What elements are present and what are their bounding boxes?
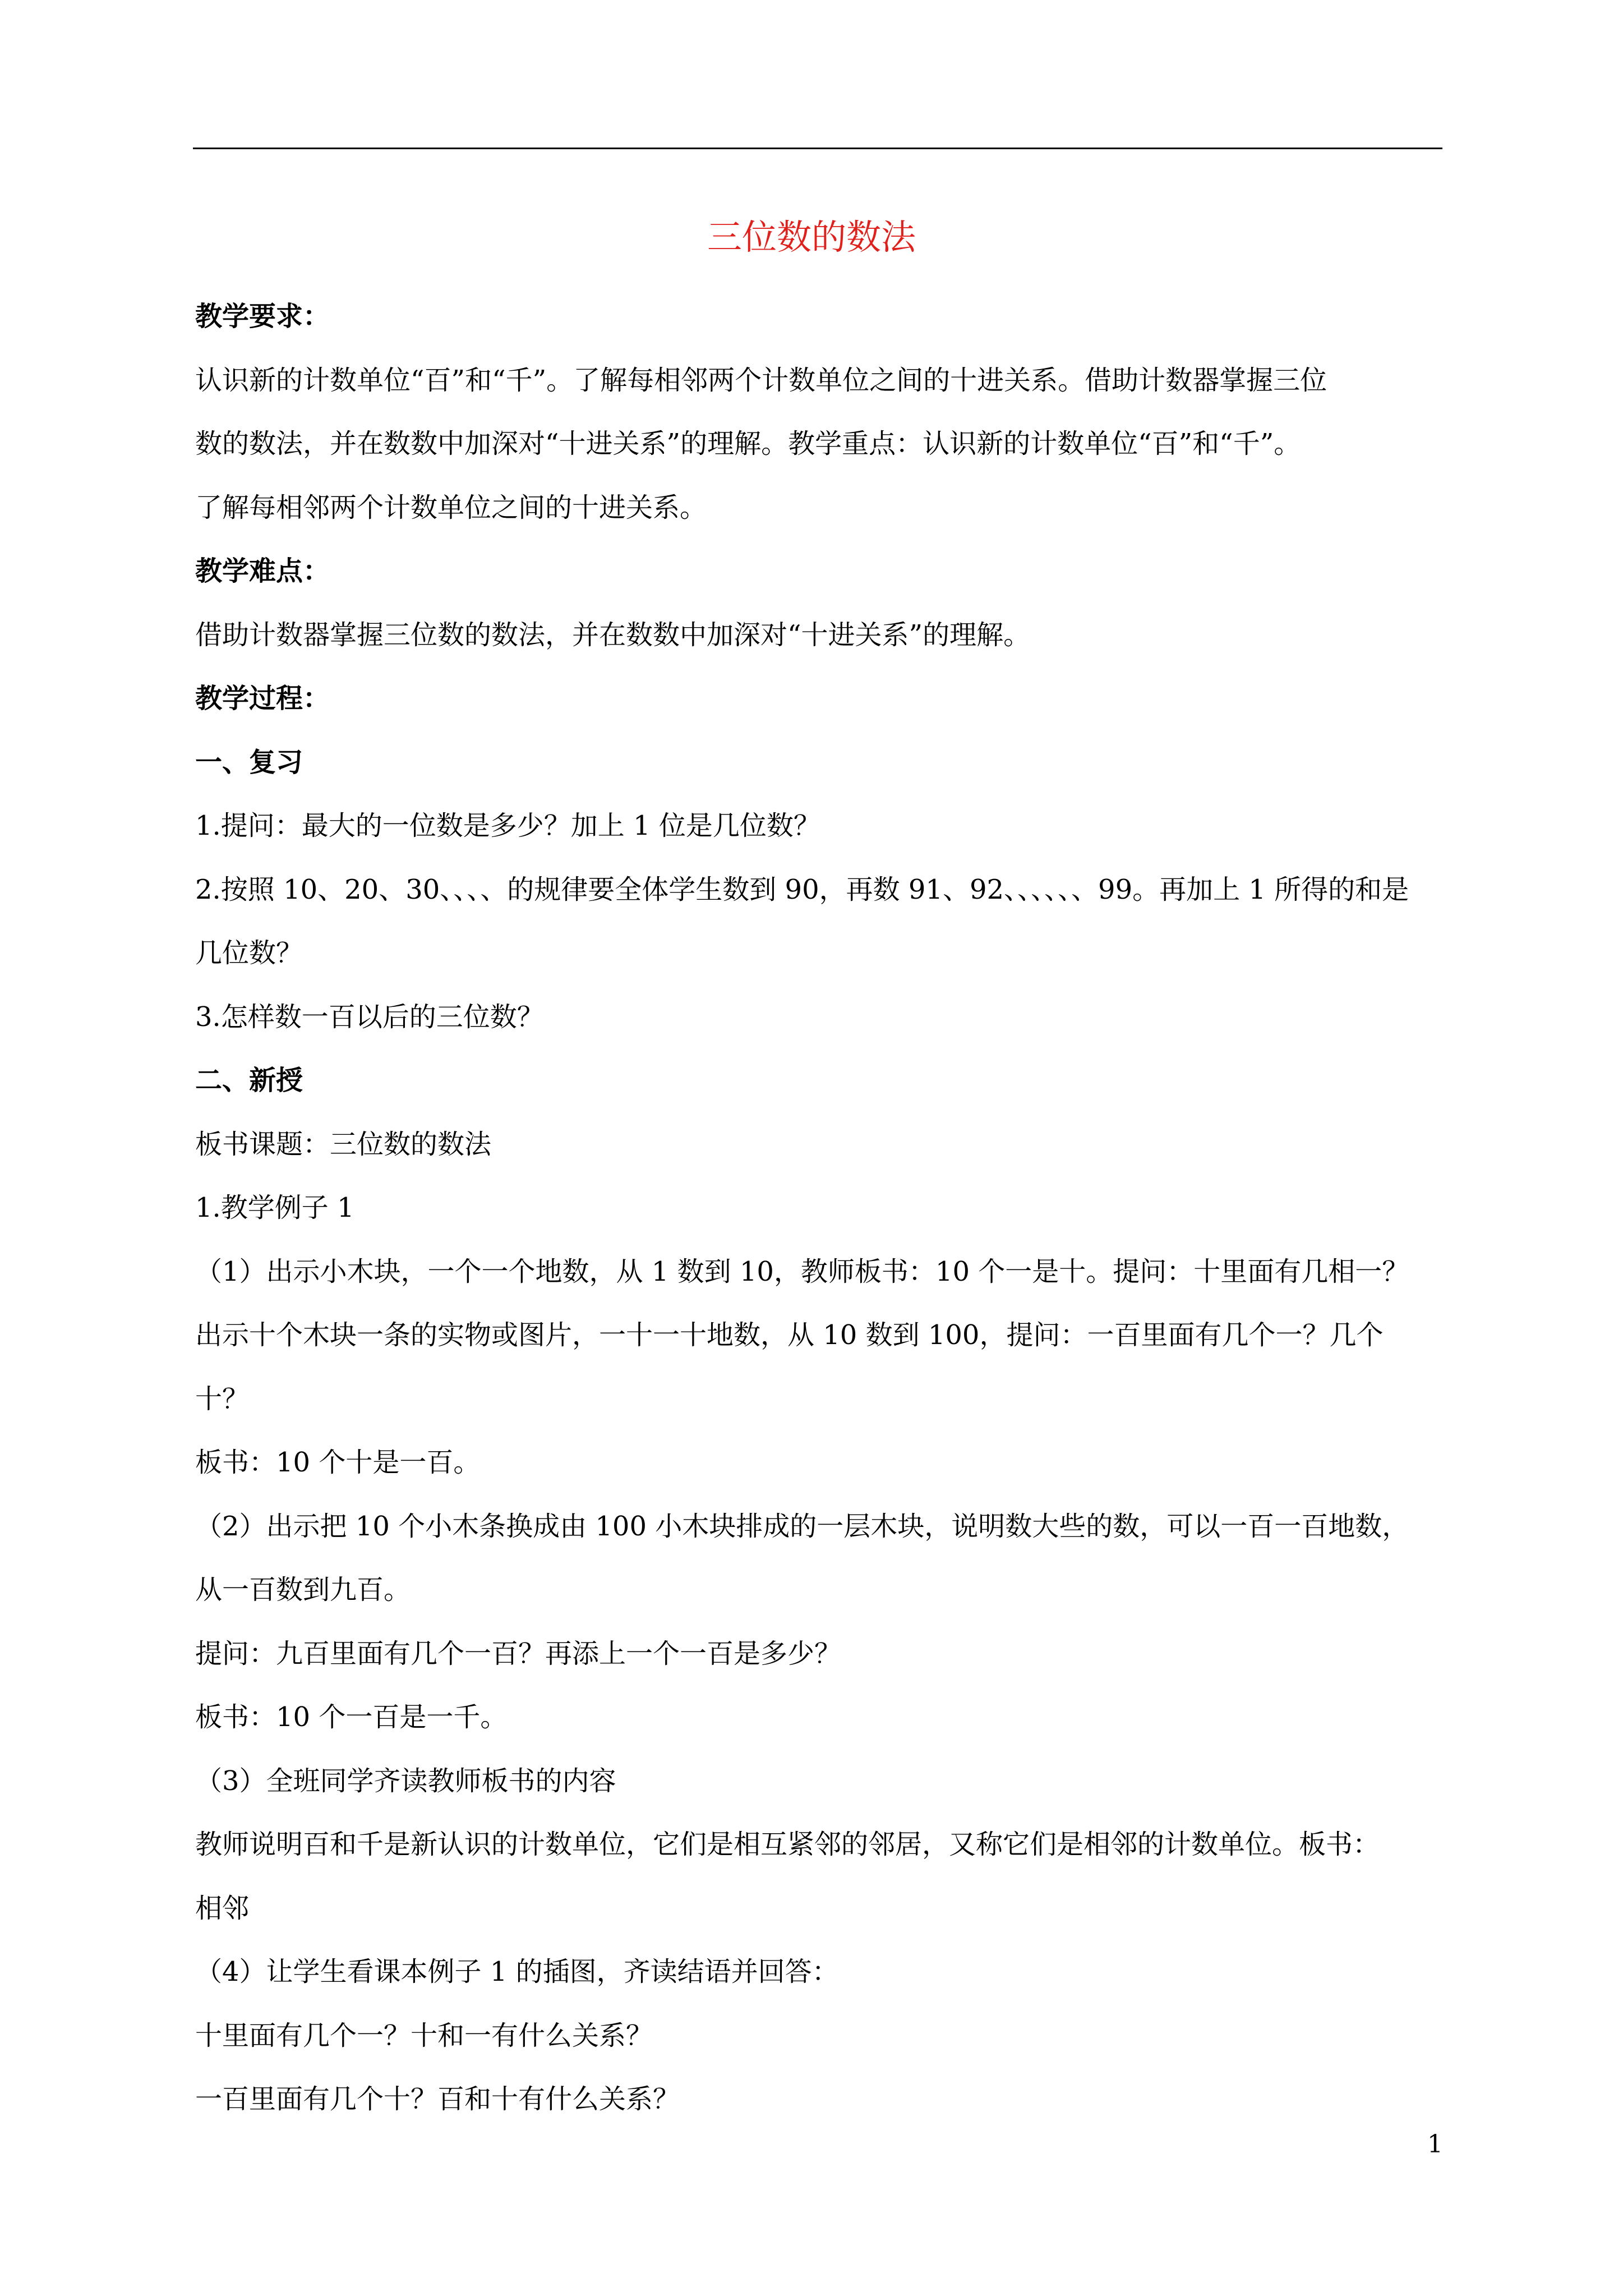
- paragraph-line: 几位数？: [195, 937, 303, 969]
- paragraph-line: 十？: [195, 1383, 250, 1415]
- paragraph-line: （4）让学生看课本例子 1 的插图，齐读结语并回答：: [195, 1956, 839, 1987]
- paragraph-line: 2.按照 10、20、30、、、、的规律要全体学生数到 90，再数 91、92、、、、、、99。再加上 1 所得的和是: [195, 873, 1409, 905]
- paragraph-line: 相邻: [195, 1892, 250, 1924]
- paragraph-line: 数的数法，并在数数中加深对“十进关系”的理解。教学重点：认识新的计数单位“百”和“千”。: [195, 428, 1301, 459]
- section-heading: 教学要求：: [195, 301, 330, 332]
- paragraph-line: 了解每相邻两个计数单位之间的十进关系。: [195, 491, 707, 523]
- document-title: 三位数的数法: [707, 217, 916, 257]
- paragraph-line: 1.提问：最大的一位数是多少？加上 1 位是几位数？: [195, 810, 820, 841]
- page-number: 1: [1427, 2130, 1443, 2159]
- paragraph-line: 教师说明百和千是新认识的计数单位，它们是相互紧邻的邻居，又称它们是相邻的计数单位。板书：: [195, 1829, 1380, 1860]
- paragraph-line: （3）全班同学齐读教师板书的内容: [195, 1765, 616, 1797]
- paragraph-line: 板书课题：三位数的数法: [195, 1128, 492, 1160]
- paragraph-line: 从一百数到九百。: [195, 1574, 411, 1605]
- paragraph-line: （1）出示小木块，一个一个地数，从 1 数到 10，教师板书：10 个一是十。提问：十里面有几相一？: [195, 1255, 1409, 1287]
- header-rule: [193, 148, 1442, 149]
- paragraph-line: 板书：10 个一百是一千。: [195, 1701, 508, 1733]
- paragraph-line: 一百里面有几个十？百和十有什么关系？: [195, 2083, 680, 2115]
- section-heading: 一、复习: [195, 746, 303, 778]
- paragraph-line: 十里面有几个一？十和一有什么关系？: [195, 2019, 653, 2051]
- section-heading: 教学难点：: [195, 555, 330, 587]
- paragraph-line: 板书：10 个十是一百。: [195, 1447, 481, 1478]
- paragraph-line: 认识新的计数单位“百”和“千”。了解每相邻两个计数单位之间的十进关系。借助计数器掌握三位: [195, 364, 1327, 396]
- paragraph-line: 出示十个木块一条的实物或图片，一十一十地数，从 10 数到 100，提问：一百里面有几个一？几个: [195, 1319, 1384, 1351]
- paragraph-line: 借助计数器掌握三位数的数法，并在数数中加深对“十进关系”的理解。: [195, 619, 1031, 651]
- paragraph-line: 3.怎样数一百以后的三位数？: [195, 1001, 544, 1033]
- paragraph-line: 1.教学例子 1: [195, 1192, 354, 1223]
- section-heading: 二、新授: [195, 1065, 303, 1096]
- paragraph-line: 提问：九百里面有几个一百？再添上一个一百是多少？: [195, 1637, 842, 1669]
- document-body: [195, 285, 1446, 2132]
- paragraph-line: （2）出示把 10 个小木条换成由 100 小木块排成的一层木块，说明数大些的数，可以一百一百地数，: [195, 1510, 1409, 1542]
- section-heading: 教学过程：: [195, 683, 330, 714]
